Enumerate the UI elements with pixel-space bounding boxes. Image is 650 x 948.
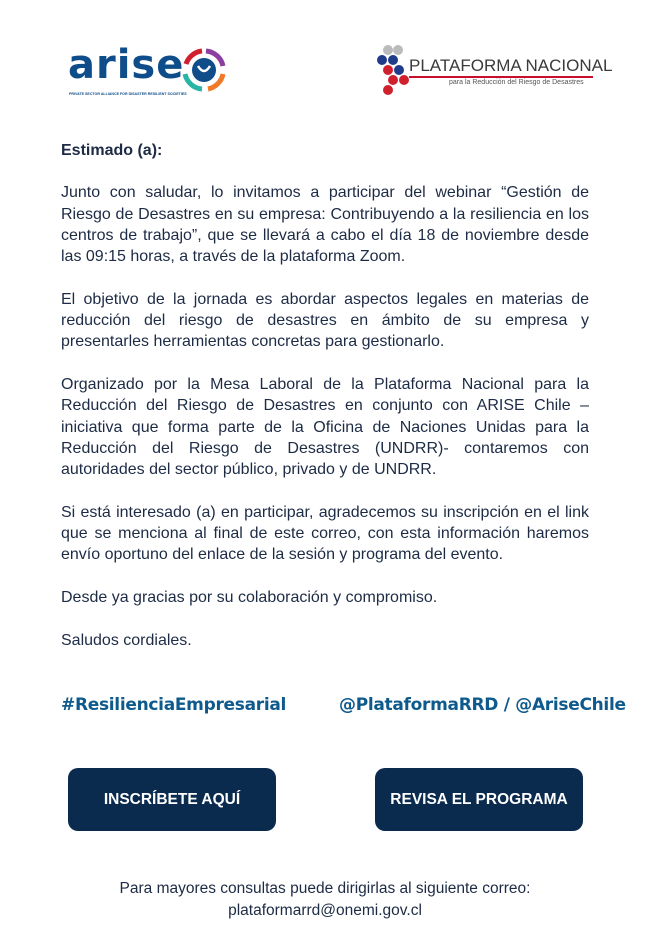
paragraph: Junto con saludar, lo invitamos a participar del webinar “Gestión de Riesgo de Desastres en su empresa: Contribuyendo a la resiliencia en los centros de trabajo”, que se llevará a cabo el día 18 de noviembre desde las 09:15 horas, a través de la plataforma Zoom. [61,184,589,266]
social-handles: @PlataformaRRD / @AriseChile [339,695,626,715]
hashtag: #ResilienciaEmpresarial [61,695,287,715]
hexagon-cluster-icon [375,44,413,104]
logo-underline [409,76,593,78]
arise-logo: arise PRIVATE SECTOR ALLIANCE FOR DISASTER RESILIENT SOCIETIES [66,42,236,102]
paragraph: Desde ya gracias por su colaboración y compromiso. [61,588,438,606]
sign-off: Saludos cordiales. [61,631,192,649]
program-button[interactable]: REVISA EL PROGRAMA [375,768,583,831]
letter-body [61,140,589,672]
paragraph: El objetivo de la jornada es abordar aspectos legales en materias de reducción del riesgo de desastres en ámbito de su empresa y presentarles herramientas concretas para gestionarlo. [61,290,589,351]
greeting: Estimado (a): [61,142,163,159]
footer [0,878,650,922]
footer-text: Para mayores consultas puede dirigirlas al siguiente correo: [119,880,531,897]
paragraph: Si está interesado (a) en participar, agradecemos su inscripción en el link que se menciona al final de este correo, con esta información haremos envío oportuno del enlace de la sesión y programa del evento. [61,503,589,564]
register-button[interactable]: INSCRÍBETE AQUÍ [68,768,276,831]
contact-email-link[interactable]: plataformarrd@onemi.gov.cl [228,902,422,919]
paragraph: Organizado por la Mesa Laboral de la Plataforma Nacional para la Reducción del Riesgo de Desastres en conjunto con ARISE Chile – iniciativa que forma parte de la Oficina de Naciones Unidas para la Reducción del Riesgo de Desastres (UNDRR)- contaremos con autoridades del sector público, privado y de UNDRR. [61,375,589,479]
arise-emblem-icon [178,44,230,96]
plataforma-nacional-logo: PLATAFORMA NACIONAL para la Reducción del Riesgo de Desastres [375,44,600,104]
